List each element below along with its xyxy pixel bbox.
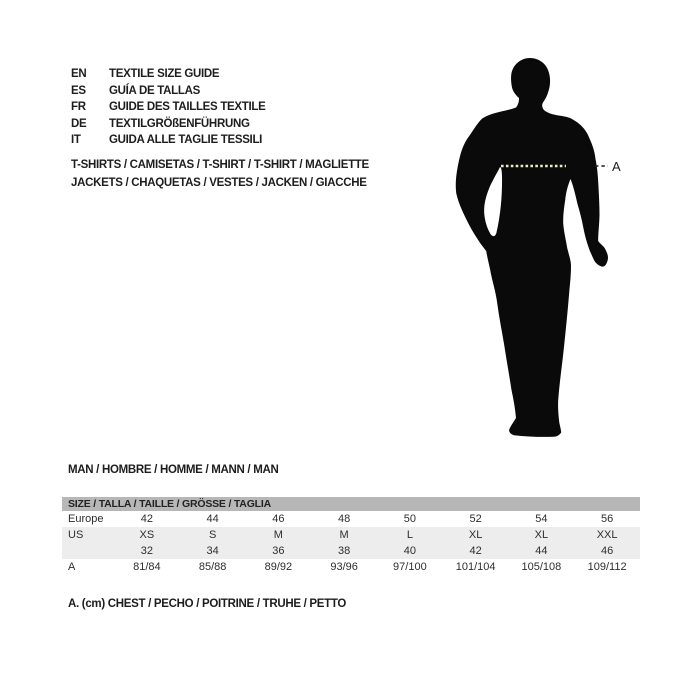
size-cell: 93/96: [330, 561, 358, 573]
size-cell: S: [208, 529, 217, 541]
table-row-chest-a: [62, 559, 640, 575]
size-cell: M: [273, 529, 283, 541]
row-label: [62, 543, 114, 559]
legend-row-it: [71, 132, 266, 149]
size-cell: 44: [206, 513, 219, 525]
man-silhouette-svg: [440, 45, 640, 465]
size-cell: XS: [139, 529, 155, 541]
size-cell: 56: [601, 513, 614, 525]
man-silhouette-figure: [440, 45, 640, 465]
lang-code: DE: [71, 117, 87, 130]
size-cell: 54: [535, 513, 548, 525]
legend-row-de: [71, 116, 266, 133]
size-cell: 40: [403, 545, 416, 557]
legend-row-es: [71, 83, 266, 100]
row-label: Europe: [68, 513, 104, 525]
measure-label-a: A: [612, 159, 621, 174]
chest-footnote: A. (cm) CHEST / PECHO / POITRINE / TRUHE / PETTO: [68, 598, 347, 610]
size-cell: 32: [140, 545, 153, 557]
size-cell: 85/88: [198, 561, 227, 573]
size-cell: XL: [534, 529, 549, 541]
category-tshirts: T-SHIRTS / CAMISETAS / T-SHIRT / T-SHIRT / MAGLIETTE: [71, 159, 369, 171]
table-row-europe: [62, 511, 640, 527]
lang-label: GUÍA DE TALLAS: [109, 84, 200, 97]
man-silhouette: [456, 58, 608, 437]
lang-code: FR: [71, 101, 86, 114]
row-label: US: [68, 529, 84, 541]
lang-label: TEXTILGRÖßENFÜHRUNG: [109, 117, 250, 130]
size-cell: 34: [206, 545, 219, 557]
size-cell: XL: [468, 529, 483, 541]
size-cell: 97/100: [393, 561, 427, 573]
legend-row-en: [71, 66, 266, 83]
size-cell: 46: [272, 513, 285, 525]
size-cell: 52: [469, 513, 482, 525]
category-jackets: JACKETS / CHAQUETAS / VESTES / JACKEN / GIACCHE: [71, 177, 367, 189]
size-cell: 105/108: [521, 561, 562, 573]
row-label: A: [68, 561, 76, 573]
size-cell: 46: [601, 545, 614, 557]
lang-code: ES: [71, 84, 86, 97]
lang-label: GUIDA ALLE TAGLIE TESSILI: [109, 134, 263, 147]
garment-categories: [71, 156, 369, 192]
man-section-title: MAN / HOMBRE / HOMME / MANN / MAN: [68, 464, 279, 476]
size-cell: 42: [469, 545, 482, 557]
size-cell: 81/84: [133, 561, 161, 573]
lang-code: IT: [71, 134, 81, 147]
size-cell: 109/112: [587, 561, 627, 573]
size-cell: 44: [535, 545, 548, 557]
lang-code: EN: [71, 68, 87, 80]
size-cell: 48: [338, 513, 351, 525]
table-row-us-numbers: [62, 543, 640, 559]
size-cell: L: [406, 529, 413, 541]
size-cell: 50: [403, 513, 416, 525]
table-row-us-letters: [62, 527, 640, 543]
size-table-header: SIZE / TALLA / TAILLE / GRÖSSE / TAGLIA: [62, 497, 640, 511]
size-cell: 101/104: [455, 561, 496, 573]
lang-label: GUIDE DES TAILLES TEXTILE: [109, 101, 266, 114]
language-legend: [71, 66, 266, 149]
size-cell: XXL: [596, 529, 618, 541]
lang-label: TEXTILE SIZE GUIDE: [109, 68, 220, 80]
size-cell: 36: [272, 545, 285, 557]
size-table: [62, 497, 640, 575]
size-cell: M: [339, 529, 349, 541]
size-cell: 89/92: [264, 561, 293, 573]
size-cell: 38: [338, 545, 351, 557]
size-cell: 42: [140, 513, 153, 525]
legend-row-fr: [71, 99, 266, 116]
